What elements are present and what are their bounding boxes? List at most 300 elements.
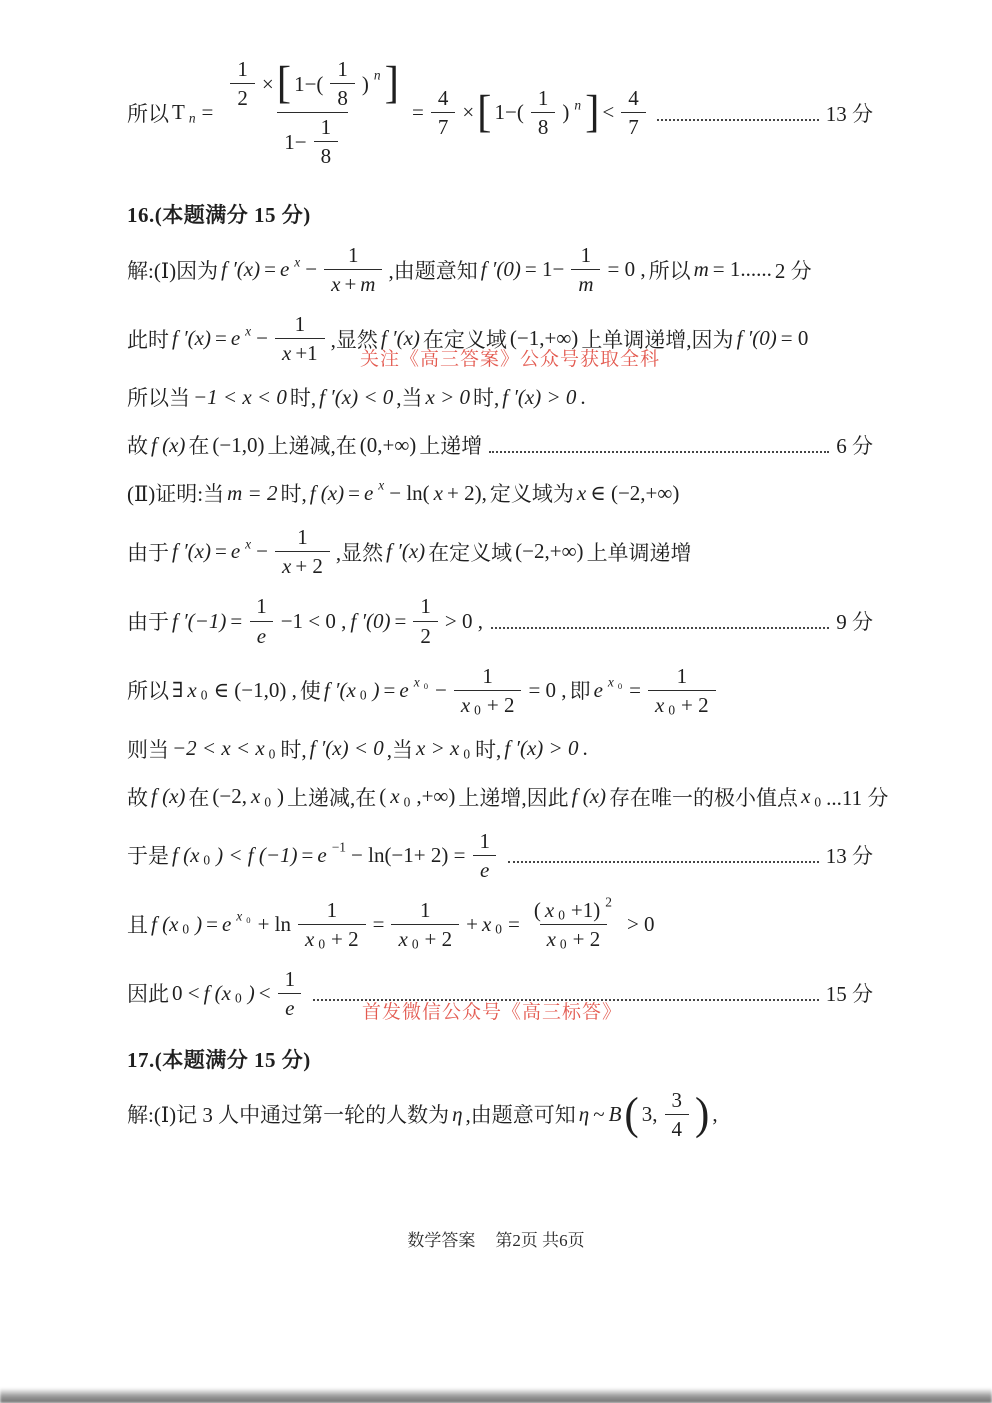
math-roman: +1) xyxy=(570,897,601,922)
math-roman: + 2 xyxy=(486,692,515,717)
fraction xyxy=(330,58,355,109)
math-roman: 8 xyxy=(337,86,348,111)
math-roman: − ln(−1+ 2) = xyxy=(351,842,466,867)
math-italic: n xyxy=(574,97,582,113)
math-roman: 1 xyxy=(297,525,308,550)
numerator xyxy=(288,313,313,338)
text-run: 在 xyxy=(188,434,210,459)
subscript xyxy=(358,688,369,704)
fraction xyxy=(249,595,274,646)
dot-leader xyxy=(508,861,819,863)
fraction xyxy=(665,1089,690,1140)
fraction xyxy=(431,87,456,138)
fraction xyxy=(531,87,556,138)
math-roman: − xyxy=(256,326,268,351)
math-italic: x xyxy=(245,536,252,552)
math-roman: −1 xyxy=(331,839,347,855)
text-run: 时, xyxy=(475,737,502,762)
numerator xyxy=(574,244,599,269)
math-italic: −2 < x < x xyxy=(172,736,265,761)
math-roman: 8 xyxy=(320,144,332,169)
text-run: 由于 xyxy=(127,610,169,635)
math-roman: 0 xyxy=(182,921,190,937)
math-roman: . xyxy=(580,384,586,409)
math-italic: x > x xyxy=(416,736,460,761)
text-run: 故 xyxy=(127,785,148,810)
math-italic: f ′(x) xyxy=(221,257,261,282)
math-roman: 0 xyxy=(235,991,242,1007)
math-italic: e xyxy=(480,857,490,882)
math-roman: × xyxy=(261,71,274,96)
math-italic: n xyxy=(188,110,196,126)
text-run: 在定义域 xyxy=(428,540,513,565)
line-16-3 xyxy=(126,382,874,412)
math-italic: f ′(x) > 0 xyxy=(502,384,577,409)
math-roman: 8 xyxy=(537,115,549,140)
math-roman: 0 xyxy=(268,746,276,762)
math-roman: 1 xyxy=(337,57,348,81)
math-italic: −1 < x < 0 xyxy=(193,384,287,409)
math-italic: f ′(0) xyxy=(736,326,777,351)
math-italic: ) xyxy=(372,677,380,702)
math-roman: 1 xyxy=(320,115,332,140)
math-italic: x xyxy=(607,674,614,690)
math-roman: ∈ (−2,+∞) xyxy=(590,480,680,505)
math-roman: 0 xyxy=(558,907,565,923)
math-roman: 0 xyxy=(474,702,481,718)
superscript xyxy=(292,254,302,270)
math-italic: f ′(−1) xyxy=(172,608,227,633)
math-roman: = 1...... xyxy=(712,257,772,282)
footer-doc-title: 数学答案 xyxy=(407,1231,476,1250)
text-run: 所以当 xyxy=(127,386,190,411)
math-roman: 0 xyxy=(411,936,419,952)
math-italic: m xyxy=(693,257,709,282)
math-roman: 4 xyxy=(628,86,639,111)
text-run: 13 分 xyxy=(825,101,873,126)
math-roman: 1 xyxy=(676,663,688,688)
math-italic: f ′(x) xyxy=(172,326,211,351)
math-roman: 1 xyxy=(256,594,267,619)
fraction xyxy=(230,58,255,109)
math-roman: = xyxy=(394,608,407,633)
subscript xyxy=(461,746,472,762)
subscript xyxy=(556,908,567,922)
math-roman: 2 xyxy=(420,623,431,648)
scan-bottom-edge xyxy=(0,1388,992,1403)
math-roman: + xyxy=(466,911,478,936)
text-run: 此时 xyxy=(127,327,169,352)
text-run: 时, xyxy=(280,737,307,762)
math-roman: = 0 , xyxy=(607,257,646,282)
math-roman: ) xyxy=(361,71,369,96)
subscript xyxy=(199,688,210,704)
superscript xyxy=(243,323,253,339)
math-roman: +1 xyxy=(295,341,318,366)
math-italic: f (x xyxy=(172,842,200,867)
red-watermark-top: 关注《高三答案》公众号获取全科 xyxy=(360,349,661,370)
line-16-7 xyxy=(126,595,874,646)
math-roman: ( xyxy=(379,784,387,809)
math-roman: = 0 xyxy=(780,326,809,351)
math-roman: 1 xyxy=(420,594,431,619)
superscript xyxy=(234,909,254,925)
math-italic: f (x) xyxy=(151,784,186,809)
math-roman: < xyxy=(258,980,271,1005)
math-roman: 0 xyxy=(814,794,822,810)
math-roman: 1− xyxy=(284,129,307,154)
math-roman: = xyxy=(383,677,396,702)
math-italic: x xyxy=(576,480,587,505)
math-roman: T xyxy=(172,100,185,125)
numerator xyxy=(670,665,695,690)
math-roman: 0 xyxy=(318,936,326,952)
numerator xyxy=(431,87,456,112)
fraction xyxy=(324,244,382,295)
dot-leader xyxy=(491,627,829,629)
big-delimiter: ] xyxy=(585,87,600,138)
denominator xyxy=(391,924,459,950)
text-run: 由于 xyxy=(127,540,169,565)
math-italic: f ′(x) xyxy=(380,326,420,351)
numerator xyxy=(665,1089,690,1114)
math-italic: f ′(x) xyxy=(172,539,211,564)
subscript xyxy=(410,937,421,951)
math-roman: 0 xyxy=(463,746,471,762)
subscript xyxy=(616,681,624,691)
math-italic: x xyxy=(544,897,555,922)
math-roman: − ln( xyxy=(389,480,430,505)
line-16-5 xyxy=(126,478,874,508)
numerator xyxy=(290,526,315,551)
denominator xyxy=(324,269,382,295)
math-italic: f ′(0) xyxy=(480,257,521,282)
numerator xyxy=(527,894,620,924)
text-run: 在 xyxy=(188,785,210,810)
math-roman: −1 < 0 , xyxy=(280,608,347,633)
text-run: 15 分 xyxy=(825,982,873,1007)
math-roman: (0,+∞) xyxy=(359,432,417,457)
subscript xyxy=(233,991,244,1007)
subscript xyxy=(558,937,569,951)
math-italic: x xyxy=(294,254,301,270)
math-italic: x xyxy=(281,341,292,366)
text-run: 使 xyxy=(299,679,321,704)
line-16-1 xyxy=(126,244,874,295)
math-roman: = xyxy=(201,100,214,125)
math-roman: 0 xyxy=(495,921,503,937)
line-16-4 xyxy=(126,430,874,460)
math-italic: f ′(x xyxy=(323,677,356,702)
math-roman: < xyxy=(602,100,615,125)
math-roman: > 0 , xyxy=(444,608,483,633)
fraction xyxy=(314,116,339,167)
math-roman: + xyxy=(344,272,357,297)
numerator xyxy=(475,665,500,690)
superscript xyxy=(572,97,583,113)
math-italic: x > 0 xyxy=(425,384,470,409)
big-delimiter: [ xyxy=(276,58,292,109)
text-run: 故 xyxy=(127,434,148,459)
math-italic: e xyxy=(279,257,290,282)
math-roman: + 2 xyxy=(572,926,601,951)
math-roman: = xyxy=(348,480,360,505)
math-italic: f (x) xyxy=(151,432,186,457)
denominator xyxy=(250,621,273,647)
fraction xyxy=(275,526,330,577)
subscript xyxy=(267,746,278,762)
math-roman: 3 xyxy=(671,1087,683,1112)
text-run: 上递减,在 xyxy=(267,434,357,459)
math-italic: x xyxy=(546,926,556,951)
math-italic: ) < f (−1) xyxy=(216,842,298,867)
math-italic: m = 2 xyxy=(227,480,278,505)
math-roman: − xyxy=(434,677,447,702)
math-italic: e xyxy=(363,480,374,505)
line-16-8 xyxy=(126,665,874,716)
fraction xyxy=(275,313,325,364)
math-italic: e xyxy=(317,842,327,867)
math-italic: n xyxy=(373,68,381,84)
fraction xyxy=(527,894,620,952)
numerator xyxy=(278,968,303,993)
math-roman: 1 xyxy=(326,897,338,922)
denominator xyxy=(277,112,348,167)
text-run: 定义域为 xyxy=(489,482,574,507)
fraction xyxy=(298,899,366,950)
math-roman: ∃ xyxy=(172,677,184,702)
text-run: 则当 xyxy=(127,737,169,762)
math-roman: 1 xyxy=(237,57,248,81)
text-run: 解:(Ⅰ)因为 xyxy=(127,258,219,283)
text-run: ,当 xyxy=(396,386,423,411)
math-roman: > 0 xyxy=(626,911,655,936)
math-italic: x xyxy=(245,323,252,339)
math-roman: 2 xyxy=(237,86,248,111)
math-italic: ) xyxy=(247,980,255,1005)
math-italic: x xyxy=(413,674,420,690)
text-run: 所以 xyxy=(127,101,169,126)
line-16-6 xyxy=(126,526,874,577)
math-italic: e xyxy=(230,326,241,351)
math-roman: 4 xyxy=(671,1116,683,1141)
math-roman: 1 xyxy=(284,966,296,991)
numerator xyxy=(621,87,646,112)
math-italic: x xyxy=(331,272,341,297)
math-roman: = xyxy=(508,911,520,936)
math-roman: 1−( xyxy=(494,100,524,125)
line-17-1 xyxy=(126,1089,874,1140)
text-run: 16.(本题满分 15 分) xyxy=(127,203,311,228)
math-roman: = xyxy=(206,911,218,936)
math-roman: + 2), xyxy=(447,480,487,505)
math-roman: + 2 xyxy=(295,554,323,579)
math-roman: × xyxy=(462,100,475,125)
math-italic: B xyxy=(608,1101,622,1126)
numerator xyxy=(330,58,355,83)
dot-leader xyxy=(657,119,819,121)
denominator xyxy=(330,83,355,109)
math-roman: = xyxy=(264,257,276,282)
text-run: 2 分 xyxy=(774,258,812,283)
math-roman: (−1,0) xyxy=(212,432,265,457)
denominator xyxy=(540,924,608,950)
subscript xyxy=(493,922,504,938)
superscript xyxy=(330,840,348,856)
text-run: 于是 xyxy=(127,844,169,869)
denominator xyxy=(275,338,325,364)
math-roman: 1 xyxy=(482,663,493,688)
text-run: 即 xyxy=(569,679,591,704)
math-roman: 0 xyxy=(403,794,411,810)
denominator xyxy=(454,690,522,716)
heading-17 xyxy=(126,1044,874,1074)
math-roman: = xyxy=(230,608,243,633)
math-italic: x xyxy=(236,908,243,924)
text-run: 上递增 xyxy=(419,434,483,459)
text-run: 解:(Ⅰ)记 3 人中通过第一轮的人数为 xyxy=(127,1103,450,1128)
math-roman: (−1,+∞) xyxy=(509,326,579,351)
math-roman: 1 xyxy=(294,312,306,337)
text-run: 时, xyxy=(289,386,317,411)
math-roman: = xyxy=(215,326,227,351)
denominator xyxy=(473,855,496,881)
math-roman: 0 xyxy=(617,681,623,692)
math-italic: e xyxy=(593,677,603,702)
math-italic: e xyxy=(230,539,241,564)
big-delimiter: ) xyxy=(695,1089,710,1140)
subscript xyxy=(244,916,252,926)
numerator xyxy=(220,58,405,112)
text-run: ,由题意可知 xyxy=(465,1103,576,1128)
red-watermark-bottom: 首发微信公众号《高三标答》 xyxy=(362,1002,623,1023)
dot-leader xyxy=(489,451,829,453)
subscript xyxy=(316,937,327,951)
math-roman: 1 xyxy=(537,86,549,111)
math-italic: η xyxy=(578,1101,590,1126)
math-roman: = xyxy=(629,677,641,702)
footer-page-number: 第2页 共6页 xyxy=(495,1231,585,1250)
math-roman: = xyxy=(411,100,424,125)
text-run: 因此 xyxy=(127,982,169,1007)
math-roman: = xyxy=(301,842,314,867)
math-italic: m xyxy=(578,272,594,297)
math-roman: 0 xyxy=(559,936,567,952)
denominator xyxy=(431,112,456,138)
fraction xyxy=(454,665,522,716)
numerator xyxy=(341,244,366,269)
math-roman: (−2,+∞) xyxy=(515,539,584,564)
math-italic: x xyxy=(460,692,471,717)
numerator xyxy=(413,899,438,924)
math-italic: e xyxy=(285,995,295,1020)
math-italic: e xyxy=(399,677,409,702)
line-16-10 xyxy=(126,782,889,812)
math-italic: x xyxy=(187,677,197,702)
denominator xyxy=(571,269,600,295)
superscript xyxy=(376,478,386,494)
math-italic: x xyxy=(281,554,292,579)
subscript xyxy=(201,853,212,869)
numerator xyxy=(413,595,438,620)
subscript xyxy=(472,703,483,717)
math-roman: = xyxy=(372,911,385,936)
math-roman: 1 xyxy=(479,828,490,853)
math-roman: ∈ (−1,0) , xyxy=(213,677,297,702)
math-roman: ( xyxy=(533,897,541,922)
math-italic: f ′(x) < 0 xyxy=(319,384,394,409)
fraction xyxy=(648,665,716,716)
math-roman: 1−( xyxy=(294,71,324,96)
subscript xyxy=(187,110,198,126)
fraction xyxy=(571,244,600,295)
superscript xyxy=(243,537,253,553)
math-italic: f ′(x) xyxy=(386,539,426,564)
text-run: 所以 xyxy=(127,679,169,704)
denominator xyxy=(665,1114,690,1140)
text-run: 所以 xyxy=(648,258,691,283)
math-roman: ) xyxy=(562,100,570,125)
math-roman: − xyxy=(256,539,268,564)
numerator xyxy=(230,58,255,83)
math-italic: η xyxy=(452,1101,463,1126)
content xyxy=(126,57,889,1149)
math-roman: ~ xyxy=(593,1101,605,1126)
subscript xyxy=(402,794,413,810)
math-italic: x xyxy=(433,480,443,505)
math-italic: x xyxy=(251,784,261,809)
math-italic: f ′(0) xyxy=(350,608,391,633)
math-roman: (−2, xyxy=(212,784,247,809)
math-roman: + 2 xyxy=(331,926,359,951)
math-roman: − xyxy=(305,257,318,282)
numerator xyxy=(531,87,556,112)
text-run: 且 xyxy=(127,913,148,938)
fraction xyxy=(472,830,497,881)
text-run: 上递增,因此 xyxy=(458,785,569,810)
denominator xyxy=(648,690,716,716)
math-roman: 1 xyxy=(420,897,431,922)
math-italic: x xyxy=(378,477,385,493)
math-roman: 0 xyxy=(203,852,211,868)
math-roman: 2 xyxy=(605,894,612,910)
math-italic: ) xyxy=(195,911,203,936)
math-italic: x xyxy=(305,926,315,951)
numerator xyxy=(472,830,497,855)
numerator xyxy=(314,116,339,141)
math-roman: 0 xyxy=(423,681,428,692)
math-italic: e xyxy=(256,623,267,648)
math-roman: ) xyxy=(277,784,285,809)
text-run: 存在唯一的极小值点 xyxy=(609,785,799,810)
denominator xyxy=(298,924,366,950)
math-italic: x xyxy=(801,784,811,809)
math-roman: 0 xyxy=(668,702,676,718)
math-roman: = xyxy=(215,539,227,564)
text-run: 上递减,在 xyxy=(287,785,377,810)
big-delimiter: ( xyxy=(624,1089,639,1140)
math-roman: = 1− xyxy=(524,257,565,282)
text-run: (Ⅱ)证明:当 xyxy=(127,482,225,507)
text-run: 9 分 xyxy=(836,610,873,635)
math-italic: x xyxy=(390,784,400,809)
page-footer xyxy=(0,1226,992,1251)
text-run: 在定义域 xyxy=(422,327,507,352)
subscript xyxy=(262,794,273,810)
text-run: 13 分 xyxy=(825,844,873,869)
text-run: 时, xyxy=(280,482,307,507)
fraction xyxy=(278,968,303,1019)
